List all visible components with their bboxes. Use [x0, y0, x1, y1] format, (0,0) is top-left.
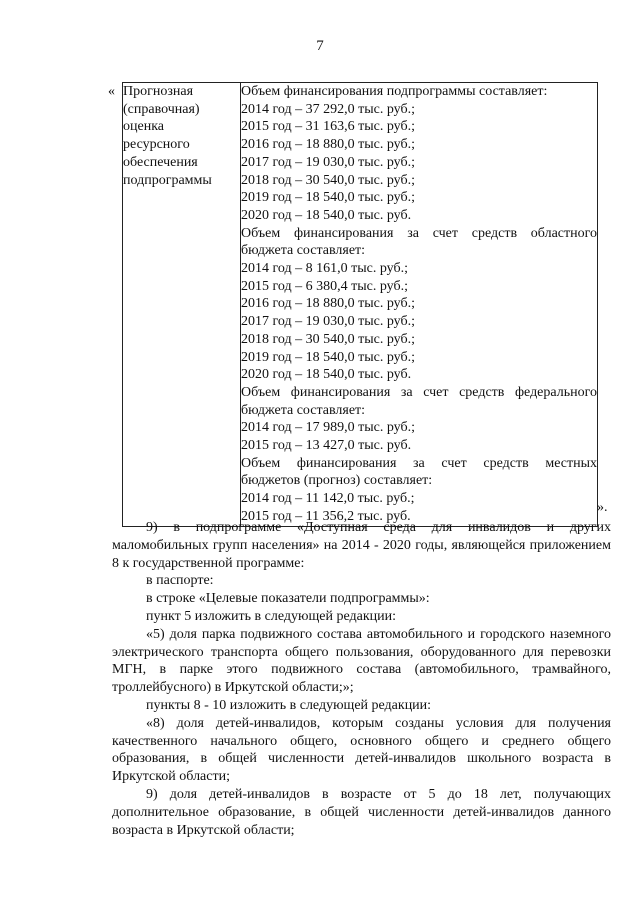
financing-heading: бюджета составляет: [241, 402, 366, 418]
opening-quote: « [108, 84, 115, 99]
financing-line: 2014 год – 17 989,0 тыс. руб.; [241, 420, 415, 436]
financing-line: 2015 год – 6 380,4 тыс. руб.; [241, 278, 408, 294]
row-label-line: оценка [123, 119, 165, 135]
body-paragraph: «5) доля парка подвижного состава автомобильного и городского наземного электрического транспорта общего пользования, оборудованного для перевозки МГН, в парке этого подвижного состава (автомобильного, трамвайного, троллейбусного) в Иркутской области;»; [112, 626, 611, 696]
row-label-line: ресурсного [123, 137, 190, 153]
financing-line: 2014 год – 8 161,0 тыс. руб.; [241, 261, 408, 277]
body-paragraph: пункты 8 - 10 изложить в следующей редакции: [146, 697, 432, 713]
financing-line: 2018 год – 30 540,0 тыс. руб.; [241, 172, 415, 188]
body-paragraph: 9) в подпрограмме «Доступная среда для инвалидов и других маломобильных групп населения» на 2014 - 2020 годы, являющейся приложением 8 к государственной программе: [112, 520, 611, 571]
row-label-line: обеспечения [123, 154, 198, 170]
row-label-line: (справочная) [123, 101, 200, 117]
body-paragraph: «8) доля детей-инвалидов, которым созданы условия для получения качественного начального общего, основного общего и среднего общего образования, в общей численности детей-инвалидов школьного возраста в Иркутской области; [112, 715, 611, 785]
table-row [123, 83, 598, 527]
financing-line: 2015 год – 13 427,0 тыс. руб. [241, 438, 412, 454]
financing-line: 2016 год – 18 880,0 тыс. руб.; [241, 137, 415, 153]
financing-cell [241, 83, 598, 527]
document-body [112, 519, 611, 839]
body-paragraph: пункт 5 изложить в следующей редакции: [146, 608, 396, 624]
financing-heading: Объем финансирования подпрограммы составляет: [241, 84, 548, 99]
financing-line: 2015 год – 31 163,6 тыс. руб.; [241, 119, 415, 135]
financing-line: 2016 год – 18 880,0 тыс. руб.; [241, 296, 415, 312]
financing-heading: Объем финансирования за счет средств местных [241, 455, 597, 471]
financing-line: 2018 год – 30 540,0 тыс. руб.; [241, 331, 415, 347]
body-paragraph: в паспорте: [146, 573, 214, 589]
financing-line: 2015 год – 11 356,2 тыс. руб. [241, 508, 411, 524]
financing-line: 2014 год – 37 292,0 тыс. руб.; [241, 101, 415, 117]
row-label-cell [123, 83, 241, 527]
closing-quote: ». [597, 500, 608, 515]
resource-table [122, 82, 598, 527]
financing-heading: Объем финансирования за счет средств областного [241, 225, 597, 241]
financing-heading: бюджета составляет: [241, 243, 366, 259]
financing-heading: Объем финансирования за счет средств федерального [241, 384, 597, 400]
body-paragraph: в строке «Целевые показатели подпрограммы»: [146, 591, 430, 607]
page-number: 7 [316, 38, 324, 54]
financing-line: 2020 год – 18 540,0 тыс. руб. [241, 367, 412, 383]
financing-line: 2014 год – 11 142,0 тыс. руб.; [241, 491, 415, 507]
body-paragraph: 9) доля детей-инвалидов в возрасте от 5 до 18 лет, получающих дополнительное образование, в общей численности детей-инвалидов данного возраста в Иркутской области; [112, 786, 611, 838]
row-label-line: Прогнозная [123, 84, 194, 99]
financing-line: 2019 год – 18 540,0 тыс. руб.; [241, 349, 415, 365]
financing-line: 2017 год – 19 030,0 тыс. руб.; [241, 154, 415, 170]
row-label-line: подпрограммы [123, 172, 212, 188]
financing-line: 2019 год – 18 540,0 тыс. руб.; [241, 190, 415, 206]
financing-heading: бюджетов (прогноз) составляет: [241, 473, 433, 489]
financing-line: 2020 год – 18 540,0 тыс. руб. [241, 207, 412, 223]
financing-line: 2017 год – 19 030,0 тыс. руб.; [241, 314, 415, 330]
